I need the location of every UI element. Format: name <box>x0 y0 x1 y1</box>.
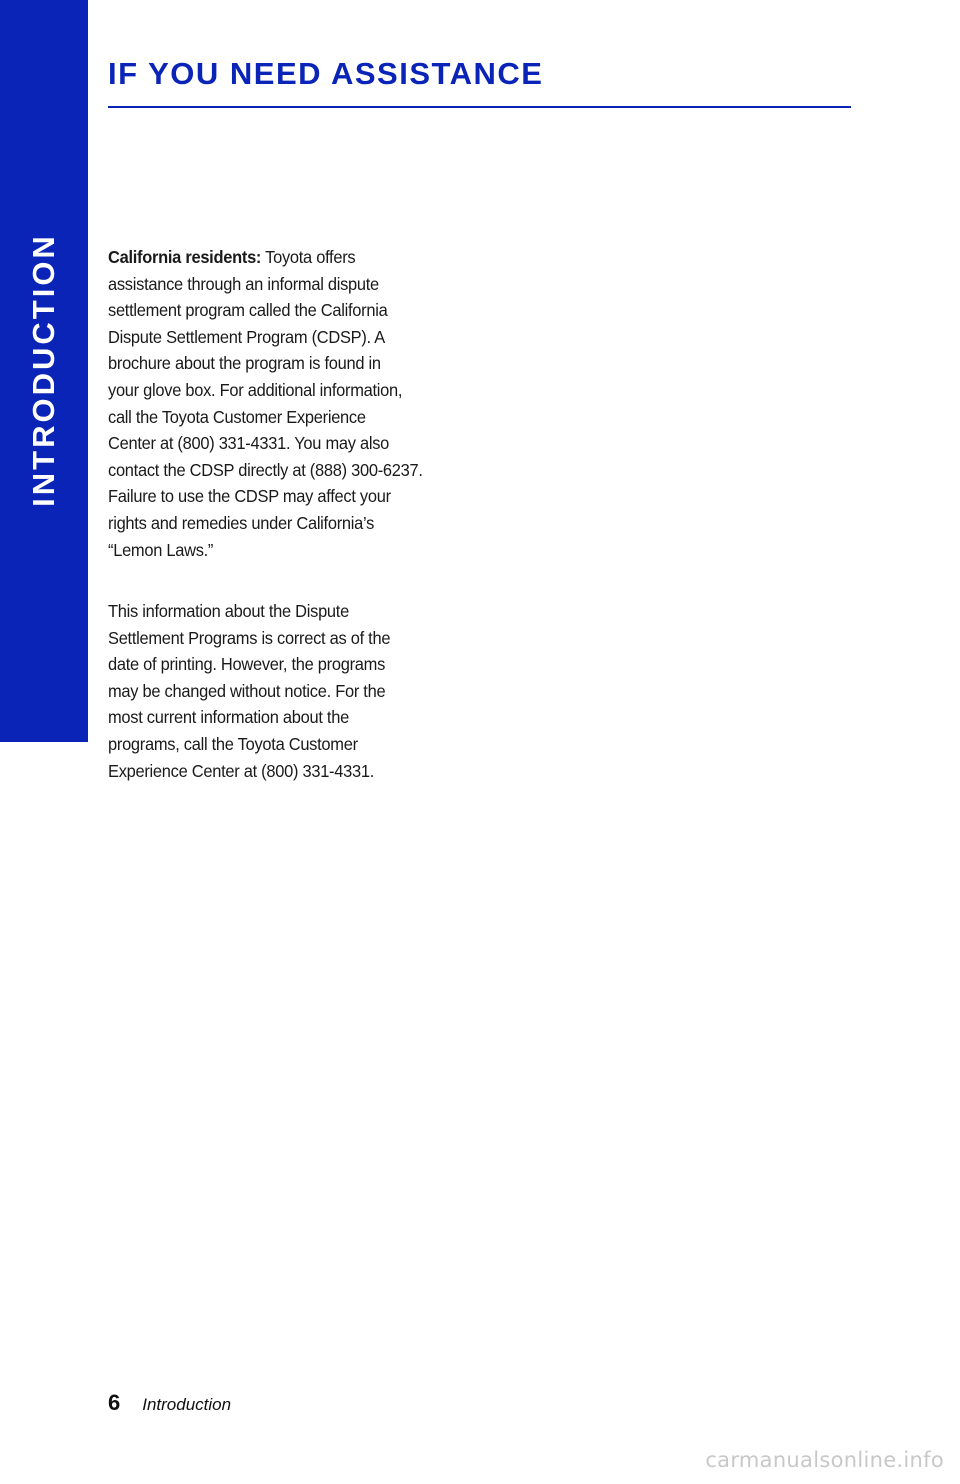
paragraph-line: may be changed without notice. For the <box>108 680 386 701</box>
paragraph-line: This information about the Dispute <box>108 601 349 621</box>
title-divider <box>108 106 851 108</box>
paragraph-line: most current information about the <box>108 707 349 728</box>
paragraph-line: contact the CDSP directly at (888) 300-6237. <box>108 459 423 480</box>
paragraph-line: date of printing. However, the programs <box>108 654 386 675</box>
paragraph-line: Failure to use the CDSP may affect your <box>108 486 391 507</box>
paragraph-line-text: Toyota offers <box>261 247 356 267</box>
paragraph-lead: California residents: <box>108 247 262 267</box>
paragraph-line: settlement program called the California <box>108 300 388 321</box>
paragraph-line: Settlement Programs is correct as of the <box>108 627 391 648</box>
paragraph-line: brochure about the program is found in <box>108 353 381 374</box>
paragraph-line <box>108 244 458 271</box>
paragraph-line: “Lemon Laws.” <box>108 539 214 560</box>
paragraph-line: rights and remedies under California’s <box>108 512 375 533</box>
paragraph-line: your glove box. For additional information, <box>108 379 403 400</box>
footer-section-name: Introduction <box>142 1395 232 1414</box>
side-tab-label: INTRODUCTION <box>26 233 61 507</box>
page-title: IF YOU NEED ASSISTANCE <box>108 56 544 91</box>
paragraph-line: programs, call the Toyota Customer <box>108 733 358 754</box>
paragraph-line: Center at (800) 331-4331. You may also <box>108 433 390 454</box>
paragraph-line: assistance through an informal dispute <box>108 273 379 294</box>
paragraph-line: call the Toyota Customer Experience <box>108 406 366 427</box>
page-number: 6 <box>108 1390 121 1415</box>
paragraph-line: Dispute Settlement Program (CDSP). A <box>108 326 385 347</box>
page-footer <box>108 1390 231 1420</box>
watermark: carmanualsonline.info <box>705 1448 944 1472</box>
section-side-tab <box>0 0 88 742</box>
california-residents-paragraph <box>108 244 458 563</box>
program-info-paragraph <box>108 598 458 784</box>
paragraph-line: Experience Center at (800) 331-4331. <box>108 760 375 781</box>
